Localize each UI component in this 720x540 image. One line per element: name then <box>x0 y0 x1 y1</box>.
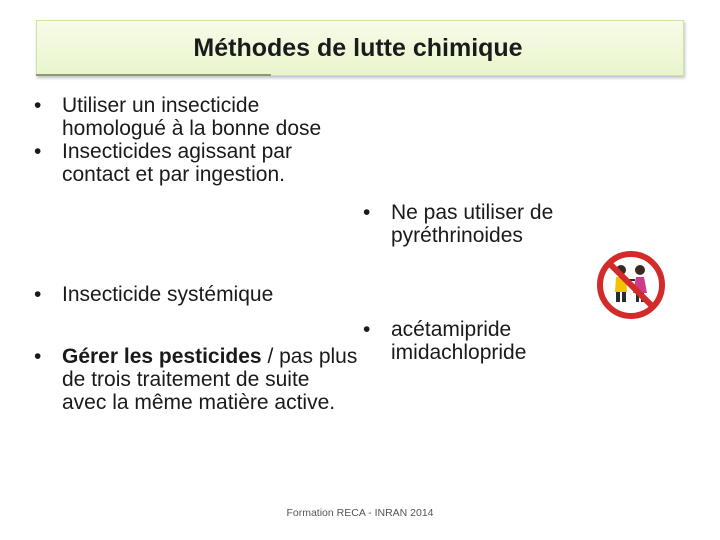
title-underline-divider <box>36 74 271 76</box>
left-bullet-list-2 <box>28 283 348 306</box>
bullet-item: • Utiliser un insecticide homologué à la bonne dose <box>28 94 348 140</box>
bullet-item-pesticide-management <box>28 345 358 414</box>
slide-title: Méthodes de lutte chimique <box>193 33 523 62</box>
left-bullet-list-3 <box>28 345 358 414</box>
left-bullet-list-1 <box>28 94 348 186</box>
bullet-item: • Insecticide systémique <box>28 283 348 306</box>
right-bullet-list-1 <box>357 201 627 247</box>
bullet-item: • Insecticides agissant par contact et par ingestion. <box>28 140 348 186</box>
bullet-bold-text: Gérer les pesticides <box>62 345 262 368</box>
bullet-item: • acétamipride imidachlopride <box>357 318 627 364</box>
right-bullet-list-2 <box>357 318 627 364</box>
no-children-prohibition-icon <box>596 250 666 320</box>
title-banner <box>36 20 684 76</box>
bullet-rest-text: / pas plus de trois traitement de suite avec la même matière active. <box>62 345 358 414</box>
footer-credit: Formation RECA - INRAN 2014 <box>286 507 434 519</box>
bullet-item: • Ne pas utiliser de pyréthrinoides <box>357 201 627 247</box>
